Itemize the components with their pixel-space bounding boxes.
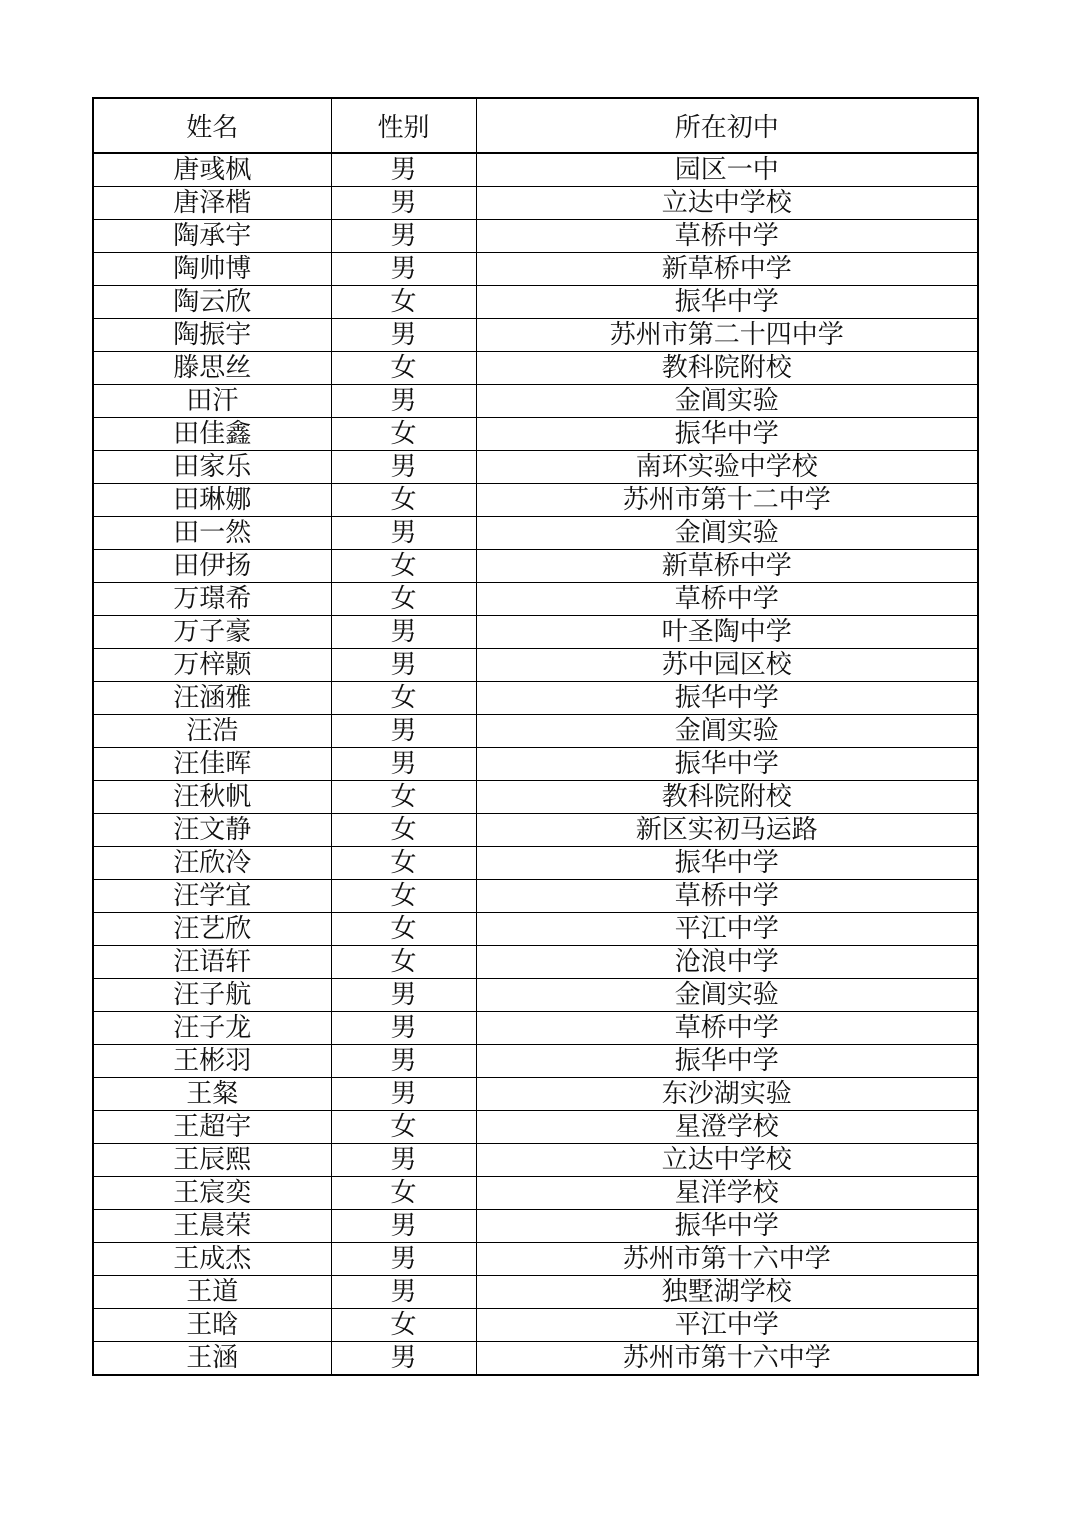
table-row bbox=[93, 220, 978, 253]
cell-gender: 女 bbox=[331, 880, 476, 913]
cell-school: 金阊实验 bbox=[476, 979, 978, 1012]
cell-name: 唐彧枫 bbox=[93, 153, 331, 187]
cell-gender: 男 bbox=[331, 1243, 476, 1276]
cell-school: 金阊实验 bbox=[476, 517, 978, 550]
cell-gender: 男 bbox=[331, 451, 476, 484]
table-row bbox=[93, 153, 978, 187]
cell-school: 振华中学 bbox=[476, 1045, 978, 1078]
cell-school: 园区一中 bbox=[476, 153, 978, 187]
table-row bbox=[93, 1177, 978, 1210]
cell-gender: 女 bbox=[331, 946, 476, 979]
cell-name: 滕思丝 bbox=[93, 352, 331, 385]
cell-gender: 男 bbox=[331, 385, 476, 418]
cell-name: 汪佳晖 bbox=[93, 748, 331, 781]
cell-gender: 女 bbox=[331, 913, 476, 946]
cell-school: 教科院附校 bbox=[476, 352, 978, 385]
table-row bbox=[93, 913, 978, 946]
cell-school: 星澄学校 bbox=[476, 1111, 978, 1144]
table-row bbox=[93, 682, 978, 715]
cell-name: 王超宇 bbox=[93, 1111, 331, 1144]
table-row bbox=[93, 1342, 978, 1376]
cell-name: 王辰熙 bbox=[93, 1144, 331, 1177]
cell-gender: 女 bbox=[331, 814, 476, 847]
cell-name: 王粲 bbox=[93, 1078, 331, 1111]
cell-name: 汪秋帆 bbox=[93, 781, 331, 814]
cell-name: 唐泽楷 bbox=[93, 187, 331, 220]
cell-school: 草桥中学 bbox=[476, 583, 978, 616]
cell-gender: 女 bbox=[331, 583, 476, 616]
cell-gender: 男 bbox=[331, 715, 476, 748]
cell-name: 汪语轩 bbox=[93, 946, 331, 979]
cell-school: 苏州市第十六中学 bbox=[476, 1342, 978, 1376]
table-row bbox=[93, 979, 978, 1012]
cell-gender: 男 bbox=[331, 517, 476, 550]
cell-name: 王宸奕 bbox=[93, 1177, 331, 1210]
cell-name: 田佳鑫 bbox=[93, 418, 331, 451]
header-name: 姓名 bbox=[93, 98, 331, 153]
cell-gender: 女 bbox=[331, 781, 476, 814]
cell-name: 田汗 bbox=[93, 385, 331, 418]
cell-name: 万璟希 bbox=[93, 583, 331, 616]
cell-name: 汪涵雅 bbox=[93, 682, 331, 715]
table-row bbox=[93, 781, 978, 814]
cell-gender: 女 bbox=[331, 352, 476, 385]
cell-name: 田一然 bbox=[93, 517, 331, 550]
cell-gender: 女 bbox=[331, 1177, 476, 1210]
cell-school: 苏州市第十二中学 bbox=[476, 484, 978, 517]
cell-school: 立达中学校 bbox=[476, 1144, 978, 1177]
cell-gender: 男 bbox=[331, 1012, 476, 1045]
cell-name: 王晗 bbox=[93, 1309, 331, 1342]
table-row bbox=[93, 715, 978, 748]
table-body bbox=[93, 153, 978, 1375]
cell-school: 振华中学 bbox=[476, 847, 978, 880]
cell-school: 新草桥中学 bbox=[476, 253, 978, 286]
cell-gender: 男 bbox=[331, 979, 476, 1012]
cell-gender: 女 bbox=[331, 484, 476, 517]
cell-gender: 女 bbox=[331, 418, 476, 451]
cell-name: 汪子航 bbox=[93, 979, 331, 1012]
table-row bbox=[93, 1111, 978, 1144]
cell-school: 振华中学 bbox=[476, 748, 978, 781]
cell-gender: 女 bbox=[331, 1111, 476, 1144]
cell-school: 金阊实验 bbox=[476, 385, 978, 418]
table-row bbox=[93, 451, 978, 484]
table-row bbox=[93, 847, 978, 880]
cell-gender: 男 bbox=[331, 1144, 476, 1177]
cell-gender: 男 bbox=[331, 253, 476, 286]
table-row bbox=[93, 748, 978, 781]
cell-name: 田家乐 bbox=[93, 451, 331, 484]
cell-school: 草桥中学 bbox=[476, 1012, 978, 1045]
cell-name: 汪欣泠 bbox=[93, 847, 331, 880]
cell-school: 苏州市第十六中学 bbox=[476, 1243, 978, 1276]
cell-gender: 男 bbox=[331, 748, 476, 781]
cell-name: 王道 bbox=[93, 1276, 331, 1309]
cell-gender: 男 bbox=[331, 1342, 476, 1376]
table-row bbox=[93, 286, 978, 319]
table-row bbox=[93, 616, 978, 649]
cell-school: 苏中园区校 bbox=[476, 649, 978, 682]
cell-gender: 男 bbox=[331, 319, 476, 352]
table-row bbox=[93, 1309, 978, 1342]
cell-gender: 女 bbox=[331, 847, 476, 880]
table-row bbox=[93, 187, 978, 220]
cell-school: 新草桥中学 bbox=[476, 550, 978, 583]
cell-name: 陶帅博 bbox=[93, 253, 331, 286]
table-row bbox=[93, 1243, 978, 1276]
cell-gender: 男 bbox=[331, 187, 476, 220]
cell-gender: 女 bbox=[331, 1309, 476, 1342]
cell-school: 平江中学 bbox=[476, 1309, 978, 1342]
cell-gender: 男 bbox=[331, 1210, 476, 1243]
cell-school: 草桥中学 bbox=[476, 220, 978, 253]
cell-name: 陶振宇 bbox=[93, 319, 331, 352]
table-row bbox=[93, 1045, 978, 1078]
cell-name: 田伊扬 bbox=[93, 550, 331, 583]
cell-school: 星洋学校 bbox=[476, 1177, 978, 1210]
table-row bbox=[93, 1276, 978, 1309]
cell-name: 万梓颢 bbox=[93, 649, 331, 682]
table-row bbox=[93, 352, 978, 385]
cell-gender: 女 bbox=[331, 286, 476, 319]
cell-name: 陶承宇 bbox=[93, 220, 331, 253]
table-row bbox=[93, 1144, 978, 1177]
table-row bbox=[93, 649, 978, 682]
cell-name: 王晨荣 bbox=[93, 1210, 331, 1243]
cell-name: 田琳娜 bbox=[93, 484, 331, 517]
cell-name: 汪文静 bbox=[93, 814, 331, 847]
cell-gender: 男 bbox=[331, 649, 476, 682]
cell-name: 王涵 bbox=[93, 1342, 331, 1376]
cell-name: 陶云欣 bbox=[93, 286, 331, 319]
cell-name: 汪浩 bbox=[93, 715, 331, 748]
cell-school: 平江中学 bbox=[476, 913, 978, 946]
cell-gender: 男 bbox=[331, 616, 476, 649]
cell-school: 教科院附校 bbox=[476, 781, 978, 814]
student-table bbox=[92, 97, 979, 1376]
cell-school: 南环实验中学校 bbox=[476, 451, 978, 484]
cell-gender: 女 bbox=[331, 550, 476, 583]
cell-gender: 女 bbox=[331, 682, 476, 715]
table-row bbox=[93, 880, 978, 913]
header-gender: 性别 bbox=[331, 98, 476, 153]
cell-gender: 男 bbox=[331, 153, 476, 187]
cell-school: 振华中学 bbox=[476, 682, 978, 715]
cell-name: 汪子龙 bbox=[93, 1012, 331, 1045]
table-row bbox=[93, 253, 978, 286]
cell-school: 振华中学 bbox=[476, 418, 978, 451]
table-row bbox=[93, 319, 978, 352]
table-row bbox=[93, 418, 978, 451]
cell-gender: 男 bbox=[331, 220, 476, 253]
cell-school: 沧浪中学 bbox=[476, 946, 978, 979]
cell-school: 草桥中学 bbox=[476, 880, 978, 913]
cell-school: 新区实初马运路 bbox=[476, 814, 978, 847]
cell-name: 汪艺欣 bbox=[93, 913, 331, 946]
header-school: 所在初中 bbox=[476, 98, 978, 153]
cell-gender: 男 bbox=[331, 1078, 476, 1111]
table-row bbox=[93, 1078, 978, 1111]
cell-name: 王成杰 bbox=[93, 1243, 331, 1276]
cell-name: 王彬羽 bbox=[93, 1045, 331, 1078]
cell-school: 苏州市第二十四中学 bbox=[476, 319, 978, 352]
cell-school: 立达中学校 bbox=[476, 187, 978, 220]
cell-school: 振华中学 bbox=[476, 286, 978, 319]
header-row bbox=[93, 98, 978, 153]
cell-school: 金阊实验 bbox=[476, 715, 978, 748]
cell-school: 东沙湖实验 bbox=[476, 1078, 978, 1111]
cell-gender: 男 bbox=[331, 1045, 476, 1078]
cell-school: 振华中学 bbox=[476, 1210, 978, 1243]
table-row bbox=[93, 814, 978, 847]
table-row bbox=[93, 1012, 978, 1045]
table-row bbox=[93, 385, 978, 418]
table-row bbox=[93, 484, 978, 517]
cell-school: 独墅湖学校 bbox=[476, 1276, 978, 1309]
cell-name: 汪学宜 bbox=[93, 880, 331, 913]
table-row bbox=[93, 550, 978, 583]
table-row bbox=[93, 1210, 978, 1243]
cell-gender: 男 bbox=[331, 1276, 476, 1309]
table-row bbox=[93, 583, 978, 616]
table-row bbox=[93, 517, 978, 550]
table-row bbox=[93, 946, 978, 979]
cell-school: 叶圣陶中学 bbox=[476, 616, 978, 649]
cell-name: 万子豪 bbox=[93, 616, 331, 649]
